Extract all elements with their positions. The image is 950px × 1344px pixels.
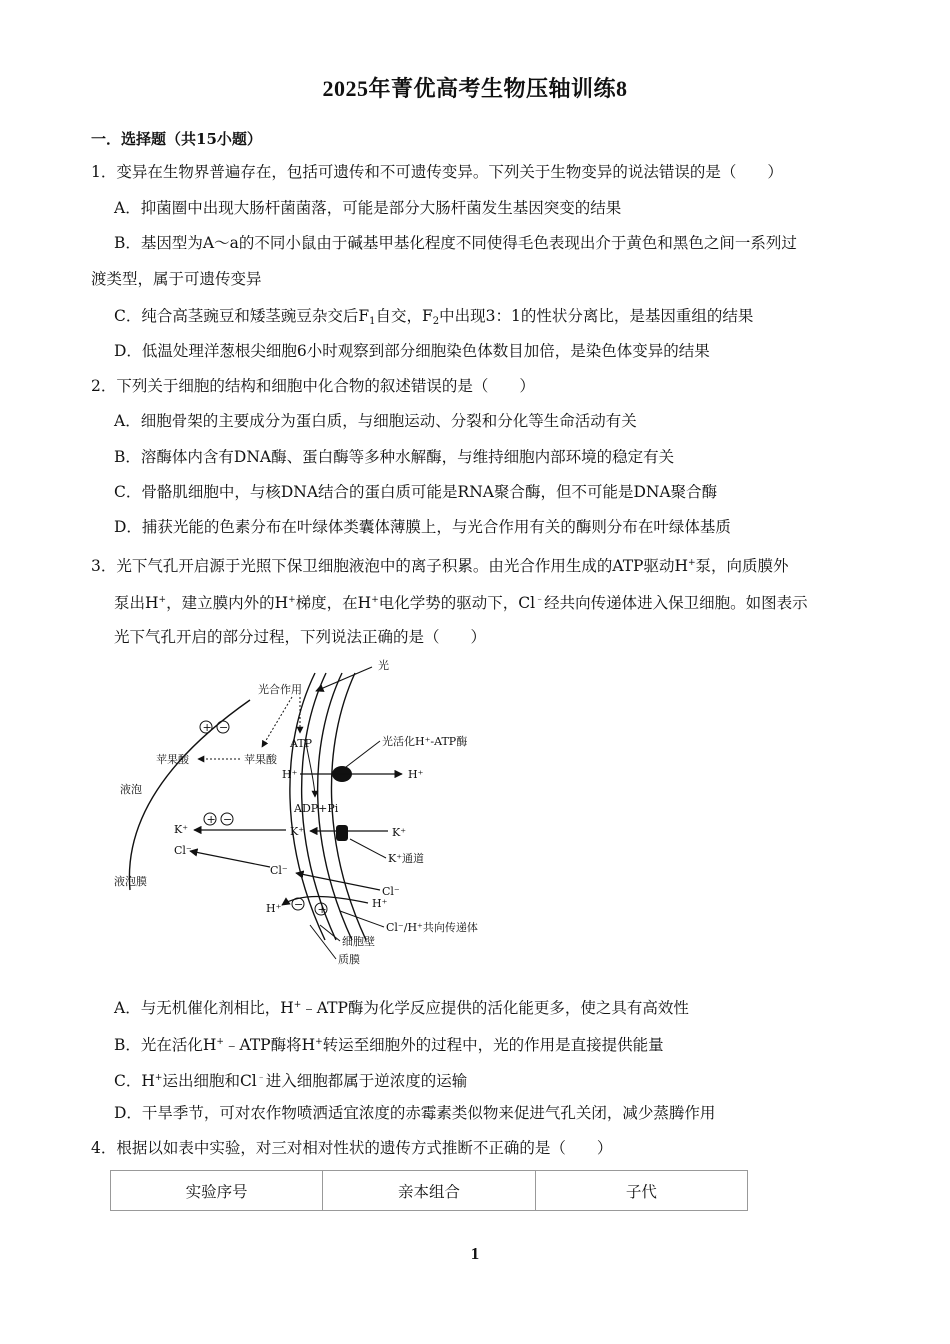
cl-mid-label: Cl⁻	[270, 864, 288, 877]
enzyme-label: 光活化H⁺-ATP酶	[382, 735, 468, 748]
adp-label: ADP+Pi	[294, 802, 339, 815]
q2-option-d: D．捕获光能的色素分布在叶绿体类囊体薄膜上，与光合作用有关的酶则分布在叶绿体基质	[114, 518, 731, 536]
page-title: 2025年菁优高考生物压轴训练8	[322, 76, 628, 101]
q2-option-b: B．溶酶体内含有DNA酶、蛋白酶等多种水解酶，与维持细胞内部环境的稳定有关	[114, 448, 675, 466]
cl-left-label: Cl⁻	[174, 844, 192, 857]
h-out-label: H⁺	[408, 768, 424, 781]
plus-text-2: +	[206, 813, 216, 826]
minus-text-3: −	[294, 898, 304, 911]
q3-option-c: C．H+运出细胞和Cl﹣进入细胞都属于逆浓度的运输	[114, 1072, 468, 1090]
experiment-table	[110, 1170, 748, 1211]
tonoplast-label: 液泡膜	[114, 875, 147, 888]
cl-vacuole-arrow	[190, 851, 270, 867]
q1-option-b: B．基因型为A～a的不同小鼠由于碱基甲基化程度不同使得毛色表现出介于黄色和黑色之间一系列过	[114, 234, 797, 252]
q1-option-a: A．抑菌圈中出现大肠杆菌菌落，可能是部分大肠杆菌发生基因突变的结果	[114, 199, 622, 217]
h-right-label: H⁺	[372, 897, 388, 910]
table-header-cell: 实验序号	[111, 1171, 323, 1211]
q1-option-b-cont: 渡类型，属于可遗传变异	[91, 270, 262, 288]
light-arrow	[316, 667, 372, 691]
cl-symport-arrow	[296, 873, 380, 890]
minus-text-2: −	[223, 813, 233, 826]
light-label: 光	[378, 659, 389, 672]
k-right-label: K⁺	[392, 826, 407, 839]
table-header-cell: 子代	[535, 1171, 747, 1211]
k-channel-label: K⁺通道	[388, 852, 425, 865]
tonoplast-curve	[129, 700, 250, 890]
page-number: 1	[470, 1244, 480, 1263]
table-header-cell: 亲本组合	[323, 1171, 535, 1211]
k-channel	[336, 825, 348, 841]
q2-option-c: C．骨骼肌细胞中，与核DNA结合的蛋白质可能是RNA聚合酶，但不可能是DNA聚合酶	[114, 483, 718, 501]
malate-left-label: 苹果酸	[156, 753, 189, 766]
symporter-pointer	[340, 911, 384, 927]
q1-option-d: D．低温处理洋葱根尖细胞6小时观察到部分细胞染色体数目加倍，是染色体变异的结果	[114, 342, 710, 360]
h-in-label: H⁺	[282, 768, 298, 781]
symporter-label: Cl⁻/H⁺共向传递体	[386, 921, 478, 934]
guard-cell-diagram	[110, 655, 490, 975]
q1-stem: 1．变异在生物界普遍存在，包括可遗传和不可遗传变异。下列关于生物变异的说法错误的是（ ）	[91, 163, 783, 181]
vacuole-label: 液泡	[120, 783, 142, 796]
atp-label: ATP	[290, 737, 313, 750]
section-heading: 一．选择题（共15小题）	[91, 130, 262, 148]
cl-right-label: Cl⁻	[382, 885, 400, 898]
q1-option-c: C．纯合高茎豌豆和矮茎豌豆杂交后$F_1$自交，$F_2$中出现3：1的性状分离比，是基因重组的结果	[114, 307, 754, 327]
q3-option-a: A．与无机催化剂相比，H+﹣ATP酶为化学反应提供的活化能更多，使之具有高效性	[114, 999, 689, 1017]
h-bottom-label: H⁺	[266, 902, 282, 915]
q3-stem-line3: 光下气孔开启的部分过程，下列说法正确的是（ ）	[114, 628, 487, 646]
membrane-label: 质膜	[338, 953, 360, 966]
enzyme-pointer	[346, 741, 380, 767]
plus-text-3: +	[317, 903, 327, 916]
malate-right-label: 苹果酸	[244, 753, 277, 766]
k-left-label: K⁺	[174, 823, 189, 836]
cell-wall-label: 细胞壁	[342, 935, 375, 948]
q2-stem: 2．下列关于细胞的结构和细胞中化合物的叙述错误的是（ ）	[91, 377, 535, 395]
k-mid-label: K⁺	[290, 825, 305, 838]
q3-stem-line1: 3．光下气孔开启源于光照下保卫细胞液泡中的离子积累。由光合作用生成的ATP驱动H+泵，向质膜外	[91, 557, 789, 575]
q4-stem: 4．根据以如表中实验，对三对相对性状的遗传方式推断不正确的是（ ）	[91, 1139, 613, 1157]
atp-to-adp	[306, 743, 315, 797]
q3-option-b: B．光在活化H+﹣ATP酶将H+转运至细胞外的过程中，光的作用是直接提供能量	[114, 1036, 664, 1054]
q3-stem-line2: 泵出H+，建立膜内外的H+梯度，在H+电化学势的驱动下，Cl﹣经共向传递体进入保卫细胞。如图表示	[114, 594, 808, 612]
k-channel-pointer	[350, 839, 386, 858]
photo-to-malate	[262, 697, 292, 747]
table-header-row	[111, 1171, 748, 1211]
photosynthesis-label: 光合作用	[258, 683, 302, 696]
plus-text-1: +	[202, 721, 212, 734]
q3-option-d: D．干旱季节，可对农作物喷洒适宜浓度的赤霉素类似物来促进气孔关闭，减少蒸腾作用	[114, 1104, 716, 1122]
q2-option-a: A．细胞骨架的主要成分为蛋白质，与细胞运动、分裂和分化等生命活动有关	[114, 412, 637, 430]
minus-text-1: −	[219, 721, 229, 734]
